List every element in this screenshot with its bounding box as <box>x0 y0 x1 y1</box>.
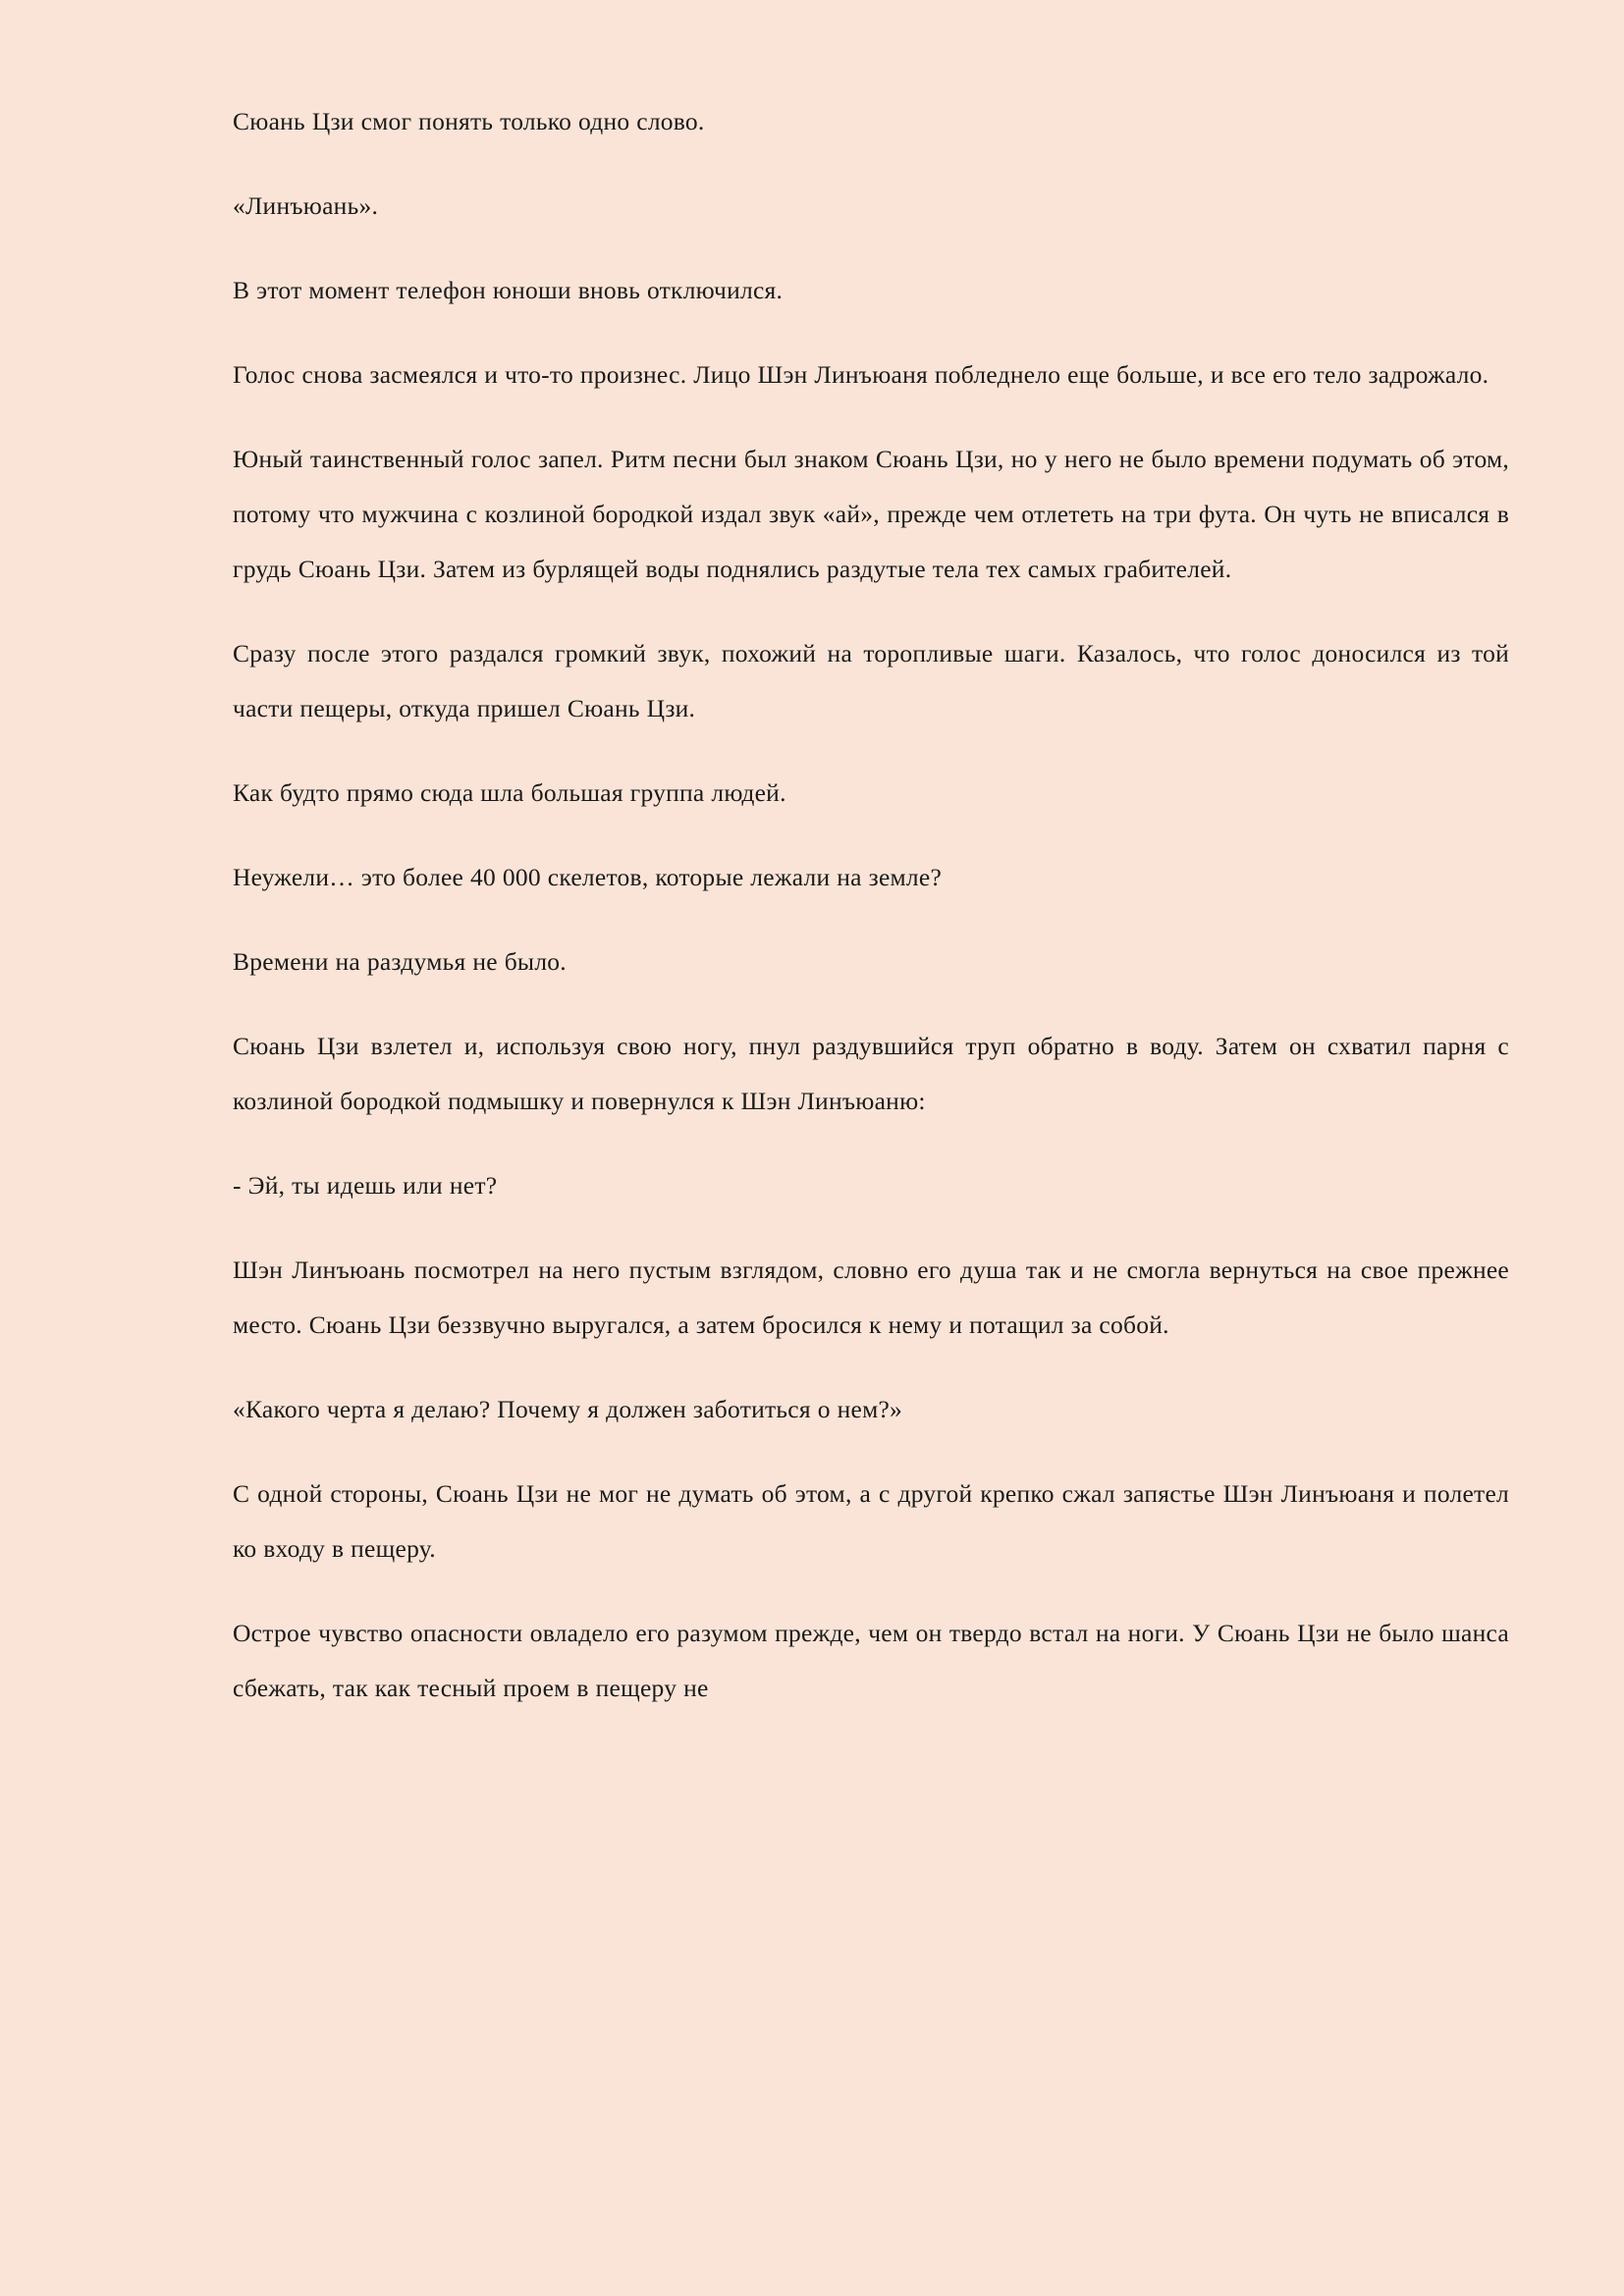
paragraph: Неужели… это более 40 000 скелетов, которые лежали на земле? <box>233 863 943 891</box>
paragraph: Острое чувство опасности овладело его разумом прежде, чем он твердо встал на ноги. У Сюань Цзи не было шанса сбежать, так как тесный проем в пещеру не <box>233 1619 1509 1702</box>
paragraph: Сюань Цзи взлетел и, используя свою ногу, пнул раздувшийся труп обратно в воду. Затем он схватил парня с козлиной бородкой подмышку и повернулся к Шэн Линъюаню: <box>233 1032 1509 1115</box>
paragraph: Сразу после этого раздался громкий звук, похожий на торопливые шаги. Казалось, что голос доносился из той части пещеры, откуда пришел Сюань Цзи. <box>233 639 1509 722</box>
paragraph: «Линъюань». <box>233 191 379 220</box>
paragraph: Сюань Цзи смог понять только одно слово. <box>233 107 705 135</box>
paragraph: - Эй, ты идешь или нет? <box>233 1171 498 1200</box>
paragraph: Шэн Линъюань посмотрел на него пустым взглядом, словно его душа так и не смогла вернуться на свое прежнее место. Сюань Цзи беззвучно выругался, а затем бросился к нему и потащил за собой. <box>233 1255 1509 1339</box>
paragraph: Времени на раздумья не было. <box>233 947 567 976</box>
paragraph: В этот момент телефон юноши вновь отключился. <box>233 276 784 304</box>
paragraph: Юный таинственный голос запел. Ритм песни был знаком Сюань Цзи, но у него не было времени подумать об этом, потому что мужчина с козлиной бородкой издал звук «ай», прежде чем отлететь на три фута. Он чуть не вписался в грудь Сюань Цзи. Затем из бурлящей воды поднялись раздутые тела тех самых грабителей. <box>233 445 1509 583</box>
paragraph: Как будто прямо сюда шла большая группа людей. <box>233 778 786 807</box>
paragraph: Голос снова засмеялся и что-то произнес. Лицо Шэн Линъюаня побледнело еще больше, и все его тело задрожало. <box>233 360 1489 389</box>
document-text-body <box>233 94 1509 1716</box>
paragraph: С одной стороны, Сюань Цзи не мог не думать об этом, а с другой крепко сжал запястье Шэн Линъюаня и полетел ко входу в пещеру. <box>233 1479 1509 1563</box>
paragraph: «Какого черта я делаю? Почему я должен заботиться о нем?» <box>233 1395 903 1423</box>
